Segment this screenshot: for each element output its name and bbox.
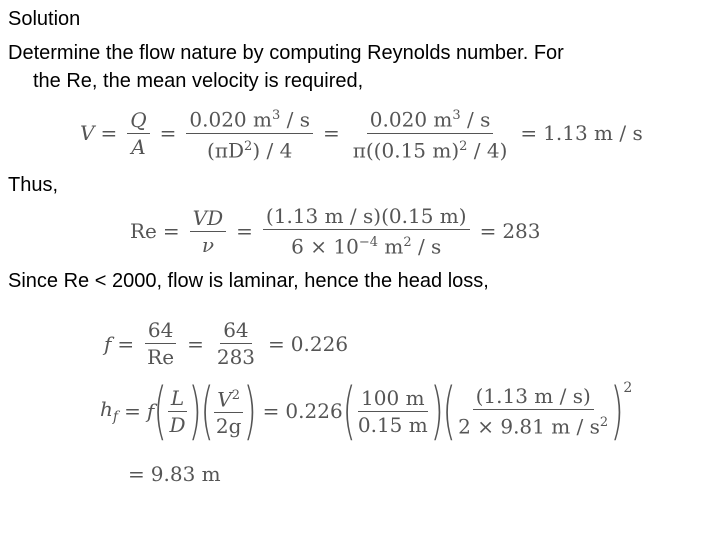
headloss-outer-exponent: 2 [623, 380, 633, 396]
reynolds-result: 283 [502, 219, 541, 244]
headloss-equation: $h_f$ = f ( $\frac{L}{D}$ ) ( $\frac{V^2}{2g}$ ) = 0.226 ( $\frac{100 m}{0.15 m}$ ) ( $\frac{(1.13 m / s)}{2 \times 9.81 m / s^2}$ ) 2 [100, 374, 633, 447]
headloss-frac-length: $\frac{100 m}{0.15 m}$ [357, 385, 428, 437]
velocity-frac-q-a: $\frac{Q}{A}$ [127, 108, 149, 159]
velocity-equation: V = $\frac{Q}{A}$ = $\frac{0.020 m^3 / s}{(\pi D^2) / 4}$ = $\frac{0.020 m^3 / s}{\pi((0.15 m)^2 / 4)}$ = 1.13 m / s [80, 104, 643, 162]
friction-result: 0.226 [290, 331, 349, 356]
headloss-frac-l-d: $\frac{L}{D}$ [169, 385, 186, 437]
headloss-lhs: $h_f$ [100, 397, 119, 425]
friction-lhs: f [104, 331, 112, 356]
reynolds-frac-numeric: $\frac{(1.13 m / s)(0.15 m)}{6 \times 10^{-4} m^2 / s}$ [263, 204, 470, 259]
friction-frac-64-re: $\frac{64}{Re}$ [144, 318, 177, 369]
velocity-lhs: V [80, 121, 95, 146]
friction-equation: f = $\frac{64}{Re}$ = $\frac{64}{283}$ = 0.226 [104, 318, 349, 369]
velocity-result: 1.13 m / s [543, 121, 643, 146]
reynolds-lhs: Re [130, 219, 157, 244]
headloss-result-line: = 9.83 m [128, 462, 221, 486]
headloss-frac-v2-2g: $\frac{V^2}{2g}$ [213, 384, 245, 439]
reynolds-frac-vd-nu: $\frac{VD}{\nu}$ [190, 206, 226, 257]
headloss-frac-velocity: $\frac{(1.13 m / s)}{2 \times 9.81 m / s^2}$ [458, 383, 609, 439]
intro-line-2: the Re, the mean velocity is required, [33, 70, 364, 92]
velocity-frac-numeric: $\frac{0.020 m^3 / s}{\pi((0.15 m)^2 / 4)}$ [350, 104, 511, 162]
heading: Solution [8, 8, 81, 30]
friction-frac-64-283: $\frac{64}{283}$ [216, 318, 256, 369]
headloss-f: f [146, 399, 155, 423]
velocity-frac-area: $\frac{0.020 m^3 / s}{(\pi D^2) / 4}$ [186, 104, 313, 162]
intro-line-1: Determine the flow nature by computing Reynolds number. For [8, 42, 564, 64]
headloss-coef: 0.226 [285, 399, 343, 423]
laminar-note: Since Re < 2000, flow is laminar, hence the head loss, [8, 270, 489, 292]
headloss-result: 9.83 m [150, 462, 221, 486]
reynolds-equation: Re = $\frac{VD}{\nu}$ = $\frac{(1.13 m / s)(0.15 m)}{6 \times 10^{-4} m^2 / s}$ = 283 [130, 204, 541, 259]
thus-label: Thus, [8, 174, 59, 196]
